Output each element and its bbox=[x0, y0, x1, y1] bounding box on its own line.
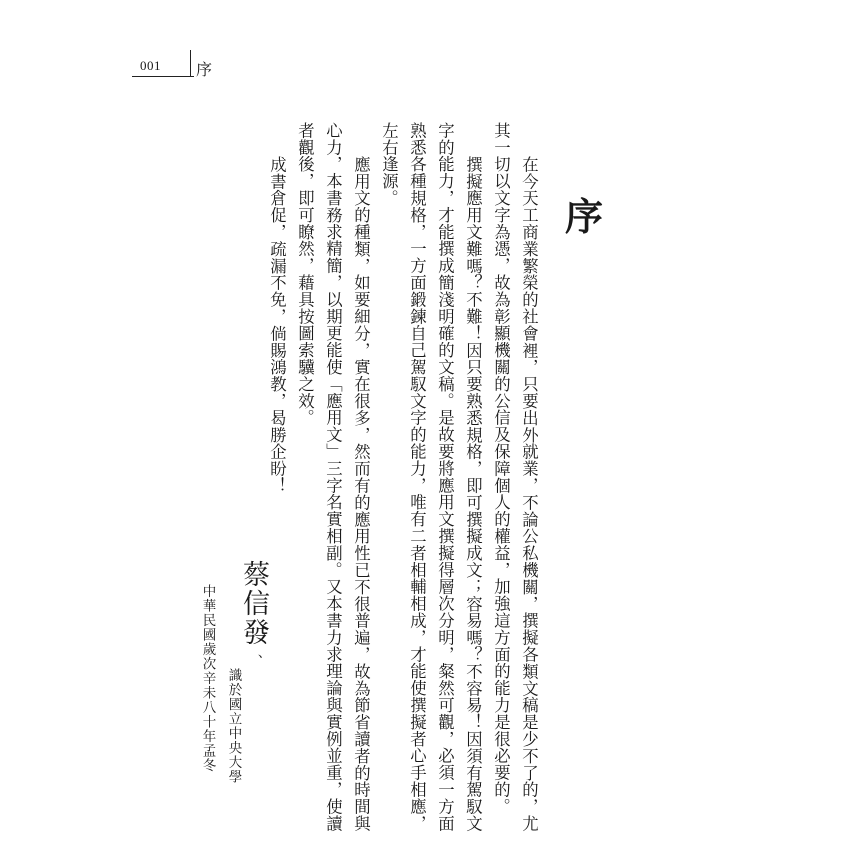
author-signature: 蔡信發 bbox=[238, 560, 269, 647]
paragraph-line-9: 者觀後，即可瞭然，藉具按圖索驥之效。 bbox=[295, 122, 315, 427]
signature-mark: 、 bbox=[247, 654, 263, 668]
page-title: 序 bbox=[565, 194, 604, 239]
paragraph-line-10: 成書倉促，疏漏不免，倘賜鴻教，曷勝企盼！ bbox=[267, 156, 287, 494]
paragraph-line-8: 心力，本書務求精簡，以期更能使「應用文」三字名實相副。又本書力求理論與實例並重，使讀 bbox=[323, 122, 343, 832]
paragraph-line-4: 字的能力，才能撰成簡淺明確的文稿。是故要將應用文撰擬得層次分明，粲然可觀，必須一方面 bbox=[435, 122, 455, 832]
signature-date: 中華民國歲次辛未八十年孟冬 bbox=[199, 584, 216, 773]
header-rule bbox=[132, 76, 194, 77]
paragraph-line-3: 撰擬應用文難嗎？不難！因只要熟悉規格，即可撰擬成文；容易嗎？不容易！因須有駕馭文 bbox=[463, 156, 483, 832]
signature-location: 識於國立中央大學 bbox=[225, 668, 242, 784]
paragraph-line-7: 應用文的種類，如要細分，實在很多，然而有的應用性已不很普遍，故為節省讀者的時間與 bbox=[351, 156, 371, 832]
paragraph-line-6: 左右逢源。 bbox=[379, 122, 399, 207]
running-title: 序 bbox=[196, 60, 213, 79]
paragraph-line-2: 其一切以文字為憑，故為彰顯機關的公信及保障個人的權益，加強這方面的能力是很必要的。 bbox=[491, 122, 511, 815]
header-divider bbox=[190, 50, 191, 77]
paragraph-line-5: 熟悉各種規格，一方面鍛鍊自己駕馭文字的能力，唯有二者相輔相成，才能使撰擬者心手相應， bbox=[407, 122, 427, 832]
page-number: 001 bbox=[140, 58, 161, 73]
paragraph-line-1: 在今天工商業繁榮的社會裡，只要出外就業，不論公私機關，撰擬各類文稿是少不了的，尤 bbox=[519, 156, 539, 832]
